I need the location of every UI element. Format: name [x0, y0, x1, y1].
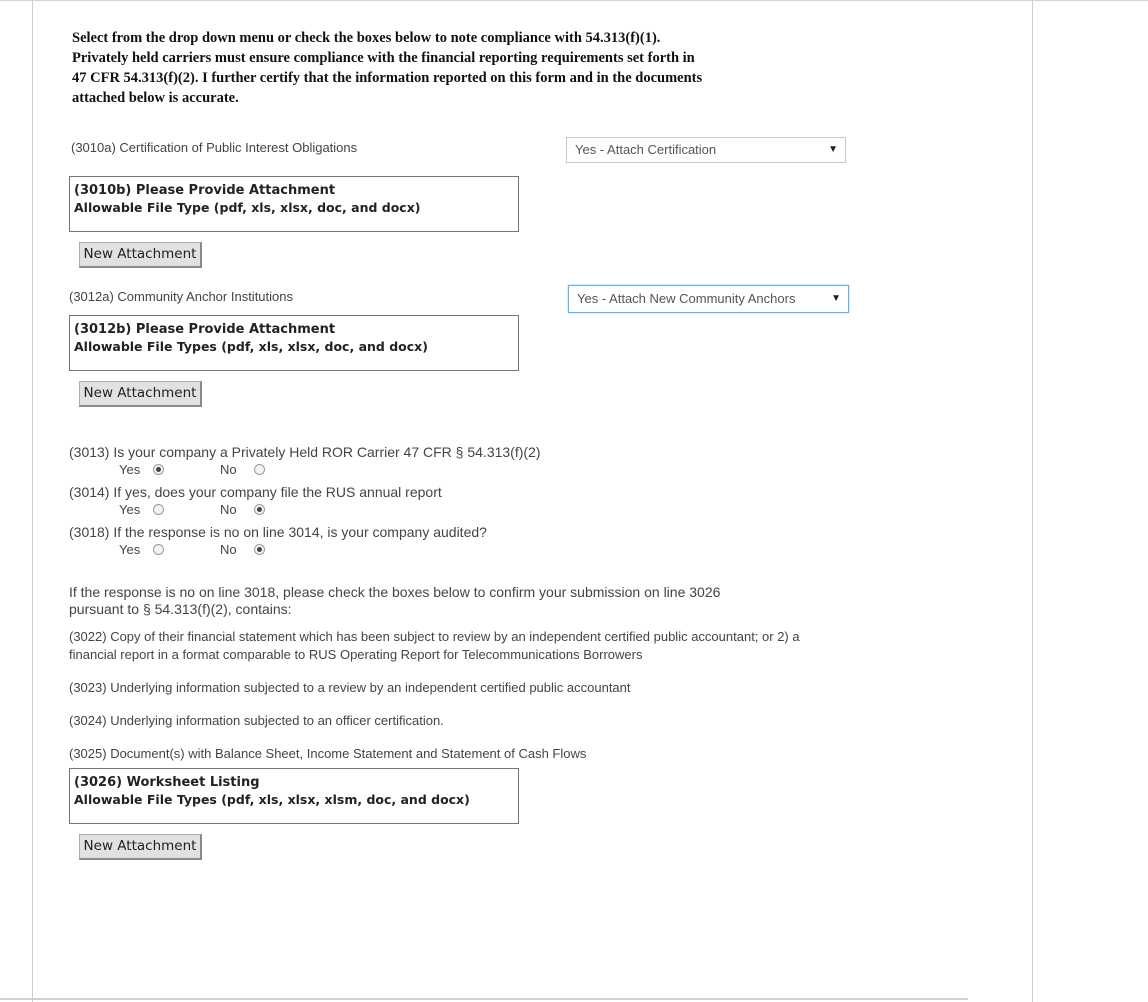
radio-3014-yes[interactable] — [153, 504, 164, 515]
label-3012a: (3012a) Community Anchor Institutions — [69, 289, 293, 304]
attachment-box-3010b — [69, 176, 519, 232]
select-3012a[interactable] — [568, 285, 849, 313]
new-attachment-button-3012b[interactable]: New Attachment — [79, 381, 202, 407]
radio-3013-no[interactable] — [254, 464, 265, 475]
attachment-filetypes-3026: Allowable File Types (pdf, xls, xlsx, xlsm, doc, and docx) — [74, 792, 470, 807]
radio-label-3014-no: No — [220, 502, 237, 517]
attachment-filetypes-3012b: Allowable File Types (pdf, xls, xlsx, doc, and docx) — [74, 339, 428, 354]
attachment-box-3012b — [69, 315, 519, 371]
new-attachment-button-3010b[interactable]: New Attachment — [79, 242, 202, 268]
question-3013: (3013) Is your company a Privately Held ROR Carrier 47 CFR § 54.313(f)(2) — [69, 444, 541, 460]
attachment-title-3010b: (3010b) Please Provide Attachment — [74, 183, 336, 198]
chevron-down-icon: ▼ — [831, 293, 841, 304]
confirm-instructions: If the response is no on line 3018, please check the boxes below to confirm your submission on line 3026 pursuant to § 54.313(f)(2), contains: — [69, 584, 721, 617]
attachment-box-3026 — [69, 768, 519, 824]
left-column-border — [32, 0, 33, 1002]
select-3012a-value: Yes - Attach New Community Anchors — [577, 291, 796, 306]
item-3024: (3024) Underlying information subjected to an officer certification. — [69, 713, 444, 728]
right-column-border — [1032, 0, 1033, 1002]
radio-3018-yes[interactable] — [153, 544, 164, 555]
select-3010a[interactable] — [566, 137, 846, 163]
attachment-filetypes-3010b: Allowable File Type (pdf, xls, xlsx, doc, and docx) — [74, 200, 421, 215]
label-3010a: (3010a) Certification of Public Interest Obligations — [71, 140, 358, 155]
radio-3013-yes[interactable] — [153, 464, 164, 475]
chevron-down-icon: ▼ — [828, 144, 838, 155]
item-3023: (3023) Underlying information subjected to a review by an independent certified public accountant — [69, 680, 631, 695]
attachment-title-3026: (3026) Worksheet Listing — [74, 775, 260, 790]
new-attachment-button-3026[interactable]: New Attachment — [79, 834, 202, 860]
question-3014: (3014) If yes, does your company file the RUS annual report — [69, 484, 442, 500]
select-3010a-value: Yes - Attach Certification — [575, 142, 717, 157]
radio-3018-no[interactable] — [254, 544, 265, 555]
attachment-title-3012b: (3012b) Please Provide Attachment — [74, 322, 336, 337]
radio-3014-no[interactable] — [254, 504, 265, 515]
question-3018: (3018) If the response is no on line 3014, is your company audited? — [69, 524, 487, 540]
radio-label-3018-no: No — [220, 542, 237, 557]
radio-label-3014-yes: Yes — [119, 502, 141, 517]
intro-certification-text: Select from the drop down menu or check the boxes below to note compliance with 54.313(f)(1). Privately held carriers must ensure compliance with the financial reporting requirements set forth in 47 CFR 54.313(f)(2). I further certify that the information reported on this form and in the documents attached below is accurate. — [72, 30, 703, 106]
top-border — [0, 0, 1148, 1]
bottom-border — [0, 998, 968, 1000]
item-3022: (3022) Copy of their financial statement which has been subject to review by an independent certified public accountant; or 2) a financial report in a format comparable to RUS Operating Report for Telecommunications Borrowers — [69, 629, 800, 662]
item-3025: (3025) Document(s) with Balance Sheet, Income Statement and Statement of Cash Flows — [69, 746, 587, 761]
radio-label-3013-yes: Yes — [119, 462, 141, 477]
radio-label-3013-no: No — [220, 462, 237, 477]
radio-label-3018-yes: Yes — [119, 542, 141, 557]
